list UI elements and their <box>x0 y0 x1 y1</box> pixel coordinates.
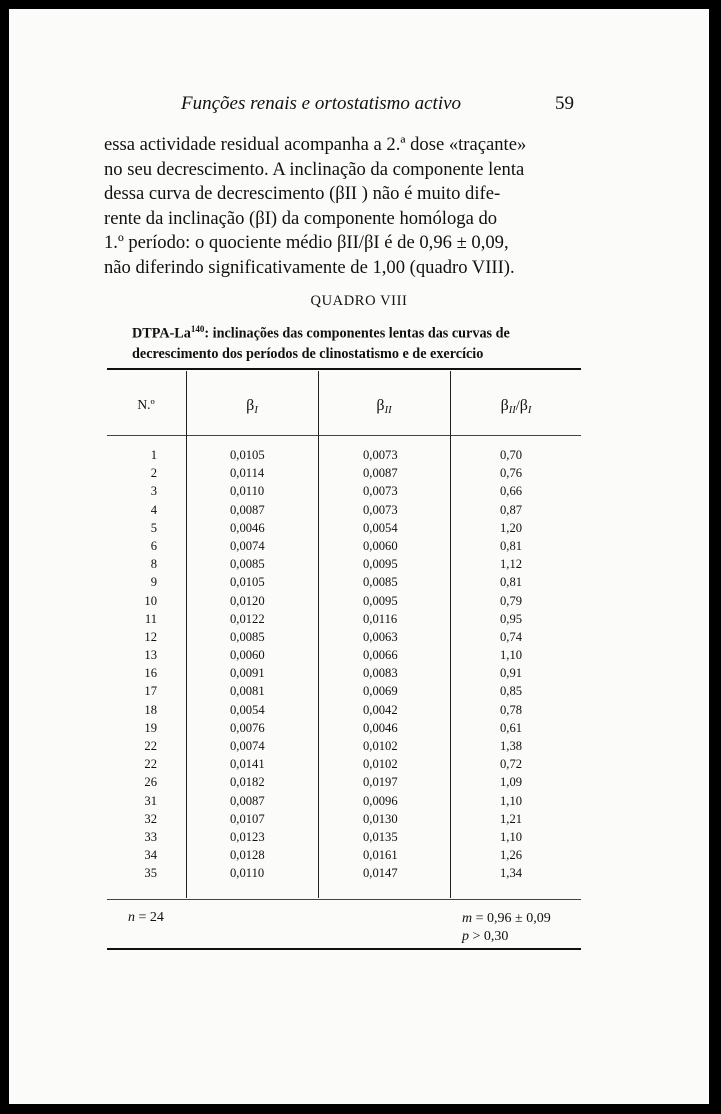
table-row <box>9 775 709 793</box>
cell-ratio: 0,95 <box>500 611 523 626</box>
cell-beta-i: 0,0046 <box>230 520 265 535</box>
body-line: rente da inclinação (βI) da componente homóloga do <box>104 207 498 229</box>
cell-number: 9 <box>150 575 157 590</box>
cell-number: 1 <box>150 448 157 462</box>
cell-ratio: 1,21 <box>500 811 523 826</box>
cell-ratio: 1,38 <box>500 739 523 753</box>
cell-ratio: 1,26 <box>500 848 523 863</box>
cell-number: 22 <box>144 739 157 753</box>
table-row <box>9 466 709 484</box>
cell-number: 3 <box>150 484 157 499</box>
cell-number: 19 <box>144 720 157 735</box>
table-row <box>9 484 709 502</box>
table-caption: QUADRO VIII <box>310 293 408 309</box>
cell-ratio: 1,09 <box>500 775 523 790</box>
p-line <box>462 928 551 946</box>
beta-subscript: II <box>508 405 516 416</box>
table-row <box>9 739 709 757</box>
cell-number: 6 <box>150 538 157 553</box>
cell-number: 26 <box>144 775 157 790</box>
cell-beta-i: 0,0123 <box>230 829 265 844</box>
cell-ratio: 0,91 <box>500 666 523 681</box>
body-paragraph <box>104 133 579 281</box>
body-line: no seu decrescimento. A inclinação da componente lenta <box>104 158 525 180</box>
cell-ratio: 1,10 <box>500 648 523 663</box>
cell-beta-ii: 0,0066 <box>363 648 398 663</box>
cell-beta-ii: 0,0147 <box>363 866 398 881</box>
table-row <box>9 866 709 884</box>
table-bottom-rule <box>107 899 581 900</box>
subcaption-superscript: 140 <box>190 324 205 334</box>
table-row <box>9 830 709 848</box>
cell-number: 10 <box>144 593 157 608</box>
cell-number: 33 <box>144 829 157 844</box>
table-row <box>9 575 709 593</box>
n-variable: n <box>128 910 135 925</box>
table-row <box>9 521 709 539</box>
cell-ratio: 0,66 <box>500 484 523 499</box>
cell-ratio: 0,78 <box>500 702 523 717</box>
cell-ratio: 0,70 <box>500 448 523 462</box>
cell-beta-i: 0,0074 <box>230 538 265 553</box>
beta-symbol: β <box>246 397 255 414</box>
cell-beta-ii: 0,0060 <box>363 538 398 553</box>
cell-beta-i: 0,0085 <box>230 629 265 644</box>
book-page <box>9 9 709 1104</box>
cell-beta-i: 0,0087 <box>230 502 265 517</box>
beta-symbol: β <box>500 397 509 414</box>
table-subcaption <box>132 319 582 364</box>
m-variable: m <box>462 911 473 926</box>
cell-beta-i: 0,0060 <box>230 648 265 663</box>
table-row <box>9 557 709 575</box>
table-row <box>9 448 709 466</box>
cell-ratio: 1,20 <box>500 520 523 535</box>
column-header-beta-i <box>246 397 258 415</box>
cell-beta-ii: 0,0095 <box>363 593 398 608</box>
subcaption-prefix: DTPA-La <box>132 325 191 342</box>
cell-beta-ii: 0,0087 <box>363 466 398 481</box>
cell-number: 34 <box>144 848 157 863</box>
cell-beta-i: 0,0107 <box>230 811 265 826</box>
cell-beta-ii: 0,0161 <box>363 848 398 863</box>
cell-ratio: 1,12 <box>500 557 523 572</box>
cell-beta-ii: 0,0135 <box>363 829 398 844</box>
cell-beta-i: 0,0087 <box>230 793 265 808</box>
cell-beta-i: 0,0105 <box>230 575 265 590</box>
cell-beta-ii: 0,0083 <box>363 666 398 681</box>
p-value: > 0,30 <box>469 929 509 944</box>
table-row <box>9 757 709 775</box>
table-top-rule <box>107 368 581 370</box>
table-end-rule <box>107 948 581 950</box>
mean-line <box>462 910 551 928</box>
cell-beta-i: 0,0114 <box>230 466 265 481</box>
cell-beta-i: 0,0085 <box>230 557 265 572</box>
cell-beta-ii: 0,0197 <box>363 775 398 790</box>
beta-subscript: II <box>384 405 392 416</box>
table-row <box>9 630 709 648</box>
cell-ratio: 1,10 <box>500 793 523 808</box>
sample-size <box>128 910 164 926</box>
cell-beta-ii: 0,0054 <box>363 520 398 535</box>
cell-beta-ii: 0,0102 <box>363 739 398 753</box>
cell-ratio: 0,87 <box>500 502 523 517</box>
cell-beta-i: 0,0182 <box>230 775 265 790</box>
cell-beta-ii: 0,0102 <box>363 757 398 772</box>
cell-number: 16 <box>144 666 157 681</box>
cell-beta-i: 0,0110 <box>230 484 265 499</box>
table-row <box>9 503 709 521</box>
cell-number: 2 <box>150 466 157 481</box>
beta-symbol: β <box>376 397 385 414</box>
column-header-ratio <box>501 397 532 415</box>
table-row <box>9 684 709 702</box>
table-header-rule <box>107 435 581 436</box>
body-line: essa actividade residual acompanha a 2.ª dose «traçante» <box>104 134 527 155</box>
cell-number: 18 <box>144 702 157 717</box>
cell-ratio: 0,61 <box>500 720 523 735</box>
running-title: Funções renais e ortostatismo activo <box>181 93 462 114</box>
cell-beta-ii: 0,0069 <box>363 684 398 699</box>
cell-number: 22 <box>144 757 157 772</box>
cell-ratio: 0,79 <box>500 593 523 608</box>
cell-beta-i: 0,0105 <box>230 448 265 462</box>
cell-beta-ii: 0,0073 <box>363 448 398 462</box>
cell-number: 8 <box>150 557 157 572</box>
cell-beta-ii: 0,0073 <box>363 502 398 517</box>
table-row <box>9 721 709 739</box>
cell-ratio: 1,10 <box>500 829 523 844</box>
table-row <box>9 539 709 557</box>
cell-beta-i: 0,0054 <box>230 702 265 717</box>
cell-number: 35 <box>144 866 157 881</box>
beta-subscript: I <box>527 405 532 416</box>
beta-subscript: I <box>254 405 258 416</box>
table-row <box>9 794 709 812</box>
cell-ratio: 0,81 <box>500 538 523 553</box>
body-line: não diferindo significativamente de 1,00 (quadro VIII). <box>104 256 515 278</box>
page-number: 59 <box>555 93 574 114</box>
cell-beta-i: 0,0128 <box>230 848 265 863</box>
cell-beta-i: 0,0120 <box>230 593 265 608</box>
p-variable: p <box>462 929 469 944</box>
cell-number: 32 <box>144 811 157 826</box>
column-header-number: N.º <box>137 397 155 412</box>
table-row <box>9 612 709 630</box>
cell-beta-ii: 0,0095 <box>363 557 398 572</box>
cell-ratio: 0,72 <box>500 757 523 772</box>
summary-stats <box>462 910 551 946</box>
table-row <box>9 594 709 612</box>
column-header-beta-ii <box>376 397 391 415</box>
cell-beta-i: 0,0076 <box>230 720 265 735</box>
cell-beta-ii: 0,0116 <box>363 611 398 626</box>
table-row <box>9 666 709 684</box>
body-line: dessa curva de decrescimento (βII ) não é muito dife- <box>104 183 501 205</box>
cell-ratio: 0,76 <box>500 466 523 481</box>
body-line: 1.º período: o quociente médio βII/βI é de 0,96 ± 0,09, <box>104 232 509 254</box>
cell-number: 31 <box>144 793 157 808</box>
cell-beta-i: 0,0110 <box>230 866 265 881</box>
cell-beta-i: 0,0091 <box>230 666 265 681</box>
cell-beta-ii: 0,0096 <box>363 793 398 808</box>
cell-beta-i: 0,0122 <box>230 611 265 626</box>
cell-beta-i: 0,0081 <box>230 684 265 699</box>
cell-number: 5 <box>150 520 157 535</box>
cell-number: 17 <box>144 684 157 699</box>
cell-ratio: 0,74 <box>500 629 523 644</box>
running-header <box>9 93 709 123</box>
cell-number: 11 <box>144 611 157 626</box>
subcaption-rest: : inclinações das componentes lentas das curvas de decrescimento dos períodos de clinostatismo e de exercício <box>132 325 510 362</box>
cell-ratio: 0,81 <box>500 575 523 590</box>
data-table-body <box>9 448 709 885</box>
table-row <box>9 812 709 830</box>
cell-beta-ii: 0,0085 <box>363 575 398 590</box>
table-row <box>9 703 709 721</box>
cell-beta-ii: 0,0130 <box>363 811 398 826</box>
cell-ratio: 1,34 <box>500 866 523 881</box>
cell-ratio: 0,85 <box>500 684 523 699</box>
cell-beta-ii: 0,0073 <box>363 484 398 499</box>
cell-beta-ii: 0,0042 <box>363 702 398 717</box>
m-value: = 0,96 ± 0,09 <box>472 911 551 926</box>
table-row <box>9 848 709 866</box>
cell-number: 12 <box>144 629 157 644</box>
cell-number: 4 <box>150 502 157 517</box>
n-value: = 24 <box>135 910 164 925</box>
beta-symbol: β <box>519 397 528 414</box>
cell-beta-i: 0,0141 <box>230 757 265 772</box>
cell-beta-ii: 0,0063 <box>363 629 398 644</box>
table-row <box>9 648 709 666</box>
cell-beta-ii: 0,0046 <box>363 720 398 735</box>
cell-beta-i: 0,0074 <box>230 739 265 753</box>
cell-number: 13 <box>144 648 157 663</box>
ratio-slash: / <box>515 398 520 414</box>
